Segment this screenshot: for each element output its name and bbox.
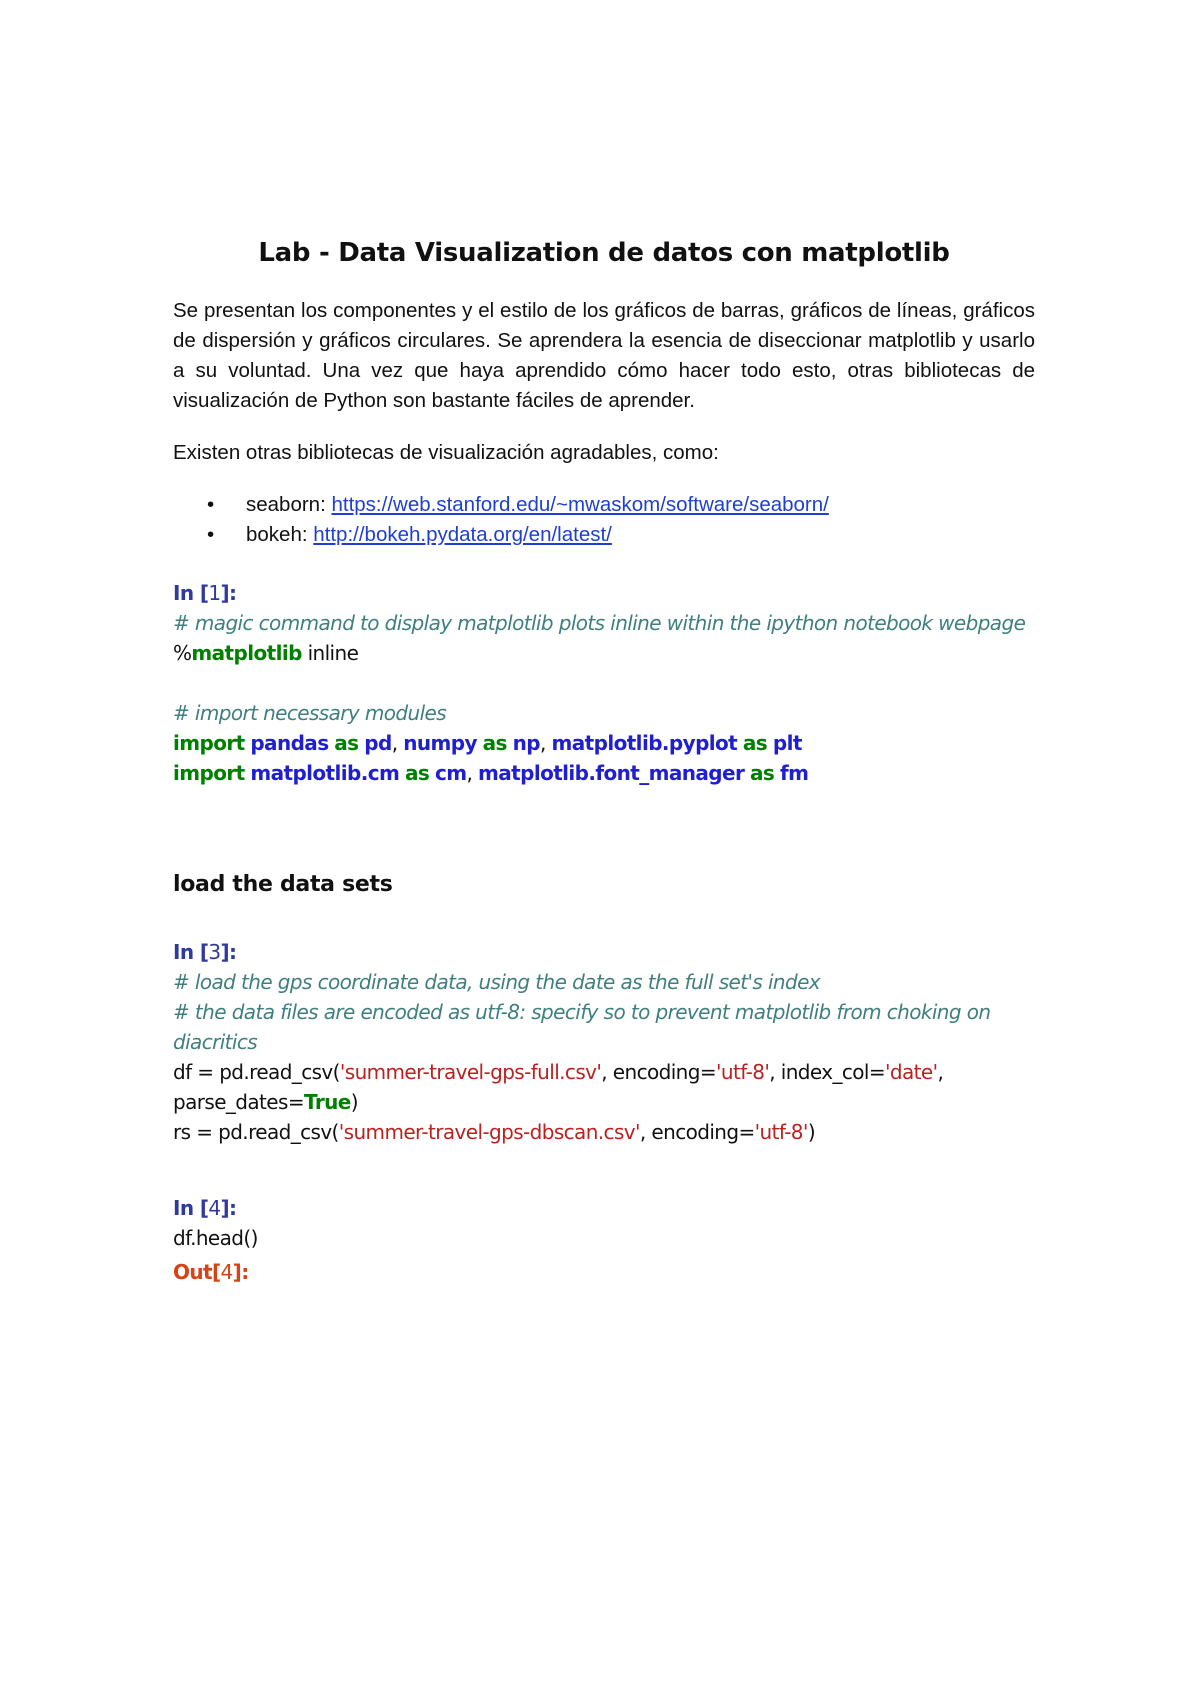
- cell-3-comment-2: # the data files are encoded as utf-8: specify so to prevent matplotlib from choking on diacritics: [173, 1000, 991, 1054]
- cell-1-prompt: In [1]:: [173, 581, 237, 605]
- cell-3-read-csv-dbscan: rs = pd.read_csv('summer-travel-gps-dbscan.csv', encoding='utf-8'): [173, 1120, 816, 1144]
- cell-1-comment-import: # import necessary modules: [173, 701, 447, 725]
- bullet-icon: •: [207, 493, 215, 516]
- cell-1-comment-magic: # magic command to display matplotlib plots inline within the ipython notebook webpage: [173, 611, 1026, 635]
- code-cell-3: [173, 937, 1035, 1147]
- library-name: bokeh:: [246, 523, 308, 546]
- cell-3-read-csv-full: df = pd.read_csv('summer-travel-gps-full.csv', encoding='utf-8', index_col='date', parse_dates=True): [173, 1060, 944, 1114]
- document-page: [173, 238, 1035, 1287]
- bullet-icon: •: [207, 523, 215, 546]
- bokeh-link[interactable]: http://bokeh.pydata.org/en/latest/: [313, 523, 612, 546]
- code-cell-4: [173, 1193, 1035, 1287]
- intro-paragraph: Se presentan los componentes y el estilo de los gráficos de barras, gráficos de líneas, gráficos de dispersión y gráficos circulares. Se aprendera la esencia de diseccionar matplotlib y usarlo a su voluntad. Una vez que haya aprendido cómo hacer todo esto, otras bibliotecas de visualización de Python son bastante fáciles de aprender.: [173, 299, 1035, 412]
- list-item: [173, 520, 1035, 550]
- cell-4-code: df.head(): [173, 1226, 258, 1250]
- cell-1-magic-line: %matplotlib inline: [173, 641, 359, 665]
- library-name: seaborn:: [246, 493, 326, 516]
- library-list: [173, 490, 1035, 550]
- list-item: [173, 490, 1035, 520]
- other-libraries-intro: Existen otras bibliotecas de visualización agradables, como:: [173, 441, 719, 464]
- cell-1-import-line-1: import pandas as pd, numpy as np, matplotlib.pyplot as plt: [173, 731, 802, 755]
- code-cell-1: [173, 578, 1035, 788]
- cell-3-prompt: In [3]:: [173, 940, 237, 964]
- cell-4-output-prompt: Out[4]:: [173, 1260, 249, 1284]
- section-heading-load-data: load the data sets: [173, 872, 393, 897]
- document-title: Lab - Data Visualization de datos con matplotlib: [258, 238, 950, 268]
- cell-3-comment-1: # load the gps coordinate data, using the date as the full set's index: [173, 970, 821, 994]
- cell-4-prompt: In [4]:: [173, 1196, 237, 1220]
- cell-1-import-line-2: import matplotlib.cm as cm, matplotlib.font_manager as fm: [173, 761, 809, 785]
- seaborn-link[interactable]: https://web.stanford.edu/~mwaskom/software/seaborn/: [331, 493, 829, 516]
